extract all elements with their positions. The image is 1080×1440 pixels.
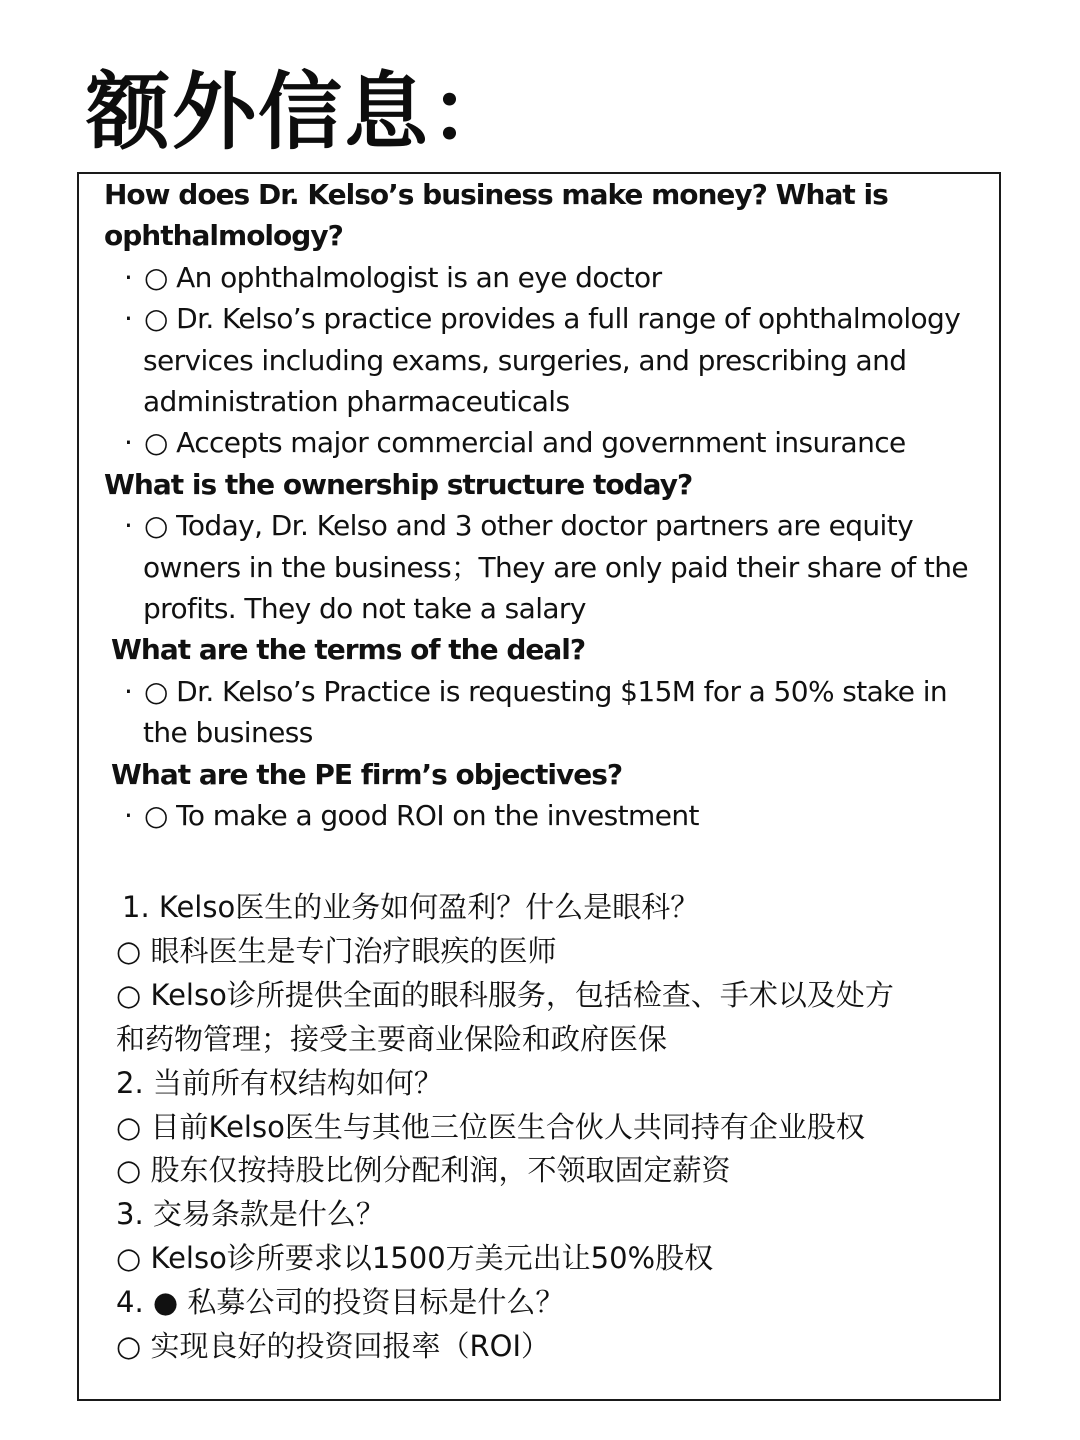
list-item — [104, 257, 994, 298]
bullet-dot: · — [124, 426, 133, 460]
list-item — [104, 795, 994, 836]
question-1-line-1: How does Dr. Kelso’s business make money? What is — [104, 178, 888, 211]
bullet-text: ○ Accepts major commercial and government insurance — [144, 426, 906, 460]
chinese-line: 4. ● 私募公司的投资目标是什么？ — [116, 1285, 565, 1320]
chinese-line: ○ Kelso诊所提供全面的眼科服务，包括检查、手术以及处方 — [116, 977, 894, 1012]
chinese-section — [116, 886, 996, 1369]
english-section — [104, 174, 994, 837]
bullet-continuation: owners in the business；They are only paid their share of the — [143, 550, 969, 584]
list-item — [104, 505, 994, 546]
chinese-line: ○ 眼科医生是专门治疗眼疾的医师 — [116, 933, 557, 968]
list-item — [104, 298, 994, 339]
chinese-line: ○ 股东仅按持股比例分配利润，不领取固定薪资 — [116, 1153, 731, 1188]
page-title: 额外信息： — [86, 63, 517, 161]
question-1-line-2: ophthalmology? — [104, 219, 343, 253]
bullet-text: ○ To make a good ROI on the investment — [144, 799, 699, 833]
chinese-line: ○ 实现良好的投资回报率（ROI） — [116, 1329, 551, 1364]
bullet-dot: · — [124, 260, 133, 294]
bullet-continuation: administration pharmaceuticals — [143, 385, 570, 419]
bullet-dot: · — [124, 302, 133, 336]
bullet-continuation: profits. They do not take a salary — [143, 592, 586, 626]
chinese-line: 3. 交易条款是什么？ — [116, 1197, 385, 1232]
bullet-continuation: the business — [143, 716, 313, 750]
bullet-text: ○ Dr. Kelso’s practice provides a full range of ophthalmology — [144, 302, 961, 336]
bullet-text: ○ Dr. Kelso’s Practice is requesting $15M for a 50% stake in — [144, 674, 948, 708]
list-item — [104, 422, 994, 463]
question-4: What are the PE firm’s objectives? — [111, 757, 623, 791]
bullet-dot: · — [124, 674, 133, 708]
bullet-text: ○ An ophthalmologist is an eye doctor — [144, 260, 662, 294]
chinese-line: ○ Kelso诊所要求以1500万美元出让50%股权 — [116, 1241, 714, 1276]
chinese-line: 和药物管理；接受主要商业保险和政府医保 — [116, 1021, 668, 1056]
bullet-text: ○ Today, Dr. Kelso and 3 other doctor partners are equity — [144, 509, 914, 543]
chinese-line: 1. Kelso医生的业务如何盈利？什么是眼科？ — [122, 890, 700, 924]
bullet-dot: · — [124, 799, 133, 833]
chinese-line: ○ 目前Kelso医生与其他三位医生合伙人共同持有企业股权 — [116, 1109, 865, 1144]
bullet-dot: · — [124, 509, 133, 543]
question-2: What is the ownership structure today? — [104, 467, 693, 501]
chinese-line: 2. 当前所有权结构如何？ — [116, 1065, 443, 1100]
list-item — [104, 671, 994, 712]
bullet-continuation: services including exams, surgeries, and prescribing and — [143, 343, 907, 377]
question-3: What are the terms of the deal? — [111, 633, 586, 667]
